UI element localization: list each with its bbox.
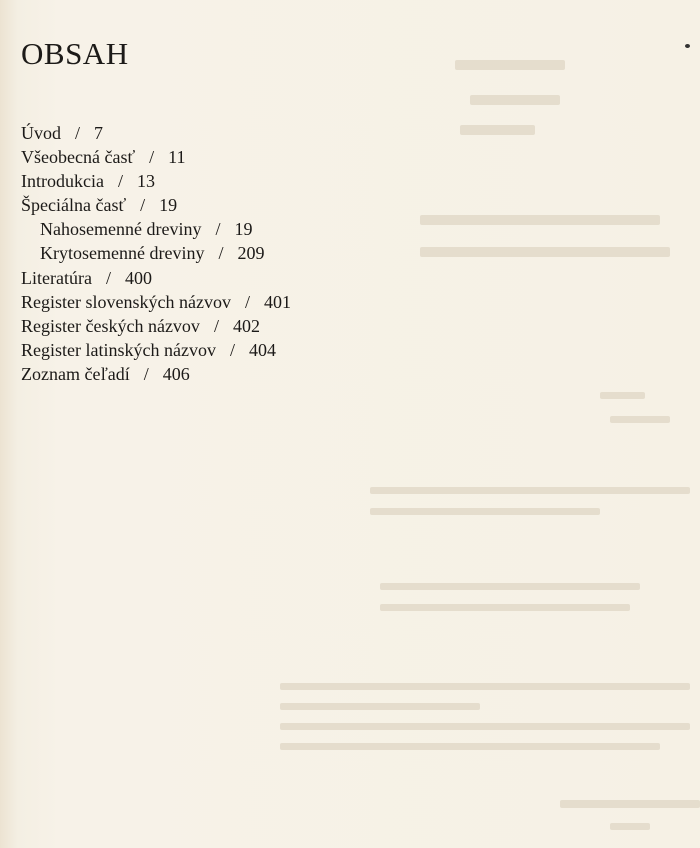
show-through-line bbox=[370, 508, 600, 515]
toc-entry-label: Špeciálna časť bbox=[21, 195, 127, 216]
show-through-line bbox=[280, 743, 660, 750]
show-through-line bbox=[455, 60, 565, 70]
show-through-line bbox=[280, 723, 690, 730]
toc-entry-label: Zoznam čeľadí bbox=[21, 363, 130, 384]
toc-entry-label: Úvod bbox=[21, 123, 61, 143]
toc-entry bbox=[21, 193, 291, 217]
toc-page-number: 402 bbox=[232, 315, 260, 336]
toc-entry bbox=[21, 290, 291, 314]
toc-entry bbox=[21, 217, 291, 241]
toc-page-number: 401 bbox=[263, 291, 291, 312]
toc-separator: / bbox=[117, 171, 123, 192]
show-through-line bbox=[560, 800, 700, 808]
toc-entry-label: Všeobecná časť bbox=[21, 147, 136, 168]
toc-page-number: 406 bbox=[162, 363, 190, 384]
show-through-line bbox=[420, 215, 660, 225]
show-through-line bbox=[370, 487, 690, 494]
show-through-line bbox=[380, 604, 630, 611]
ink-speck bbox=[685, 44, 690, 48]
toc-page-number: 7 bbox=[94, 123, 104, 143]
toc-page-number: 404 bbox=[248, 339, 276, 360]
toc-entry-label: Register latinských názvov bbox=[21, 339, 216, 360]
toc-separator: / bbox=[215, 219, 221, 240]
toc-separator: / bbox=[244, 291, 250, 312]
toc-entry-label: Literatúra bbox=[21, 267, 92, 288]
toc-entry-label: Introdukcia bbox=[21, 171, 104, 192]
toc-separator: / bbox=[229, 339, 235, 360]
toc-separator: / bbox=[75, 123, 81, 143]
toc-page-number: 11 bbox=[168, 147, 186, 168]
toc-separator: / bbox=[149, 147, 155, 168]
show-through-line bbox=[610, 416, 670, 423]
toc-page-number: 209 bbox=[237, 243, 265, 264]
toc-entry-label: Register českých názvov bbox=[21, 315, 200, 336]
toc-separator: / bbox=[213, 315, 219, 336]
toc-entry bbox=[21, 241, 291, 265]
show-through-line bbox=[600, 392, 645, 399]
toc-entry bbox=[21, 362, 291, 386]
toc-entry-label: Krytosemenné dreviny bbox=[40, 243, 205, 264]
toc-entry bbox=[21, 145, 291, 169]
toc-entry bbox=[21, 169, 291, 193]
toc-entry bbox=[21, 314, 291, 338]
toc-page-number: 19 bbox=[234, 219, 253, 240]
toc-entry bbox=[21, 266, 291, 290]
toc-separator: / bbox=[218, 243, 224, 264]
show-through-line bbox=[470, 95, 560, 105]
toc-entry-label: Register slovenských názvov bbox=[21, 291, 231, 312]
toc-entry bbox=[21, 338, 291, 362]
show-through-line bbox=[610, 823, 650, 830]
toc-separator: / bbox=[105, 267, 111, 288]
page-title: OBSAH bbox=[21, 36, 129, 71]
toc-separator: / bbox=[143, 363, 149, 384]
toc-entry-label: Nahosemenné dreviny bbox=[40, 219, 202, 240]
table-of-contents bbox=[21, 121, 291, 386]
show-through-line bbox=[280, 703, 480, 710]
toc-separator: / bbox=[140, 195, 146, 216]
toc-page-number: 13 bbox=[136, 171, 155, 192]
toc-entry bbox=[21, 121, 291, 145]
show-through-line bbox=[380, 583, 640, 590]
toc-page-number: 400 bbox=[124, 267, 152, 288]
toc-page-number: 19 bbox=[159, 195, 178, 216]
show-through-line bbox=[280, 683, 690, 690]
show-through-line bbox=[460, 125, 535, 135]
show-through-line bbox=[420, 247, 670, 257]
